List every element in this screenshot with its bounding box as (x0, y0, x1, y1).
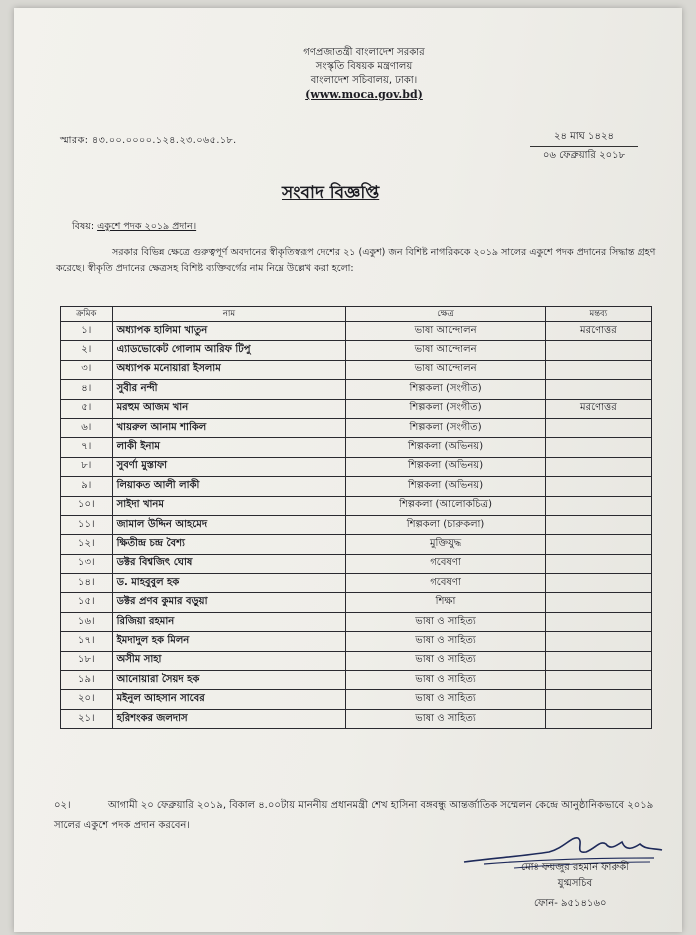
row-name: মইনুল আহসান সাবের (112, 690, 346, 709)
signatory-phone: ফোন- ৯৫১৪১৬০ (534, 898, 607, 909)
table-row (61, 457, 652, 476)
date-bangla: ২৪ মাঘ ১৪২৪ (554, 131, 614, 142)
row-remark (545, 632, 651, 651)
row-name: অসীম সাহা (112, 651, 346, 670)
row-field: ভাষা ও সাহিত্য (346, 671, 545, 690)
row-name: অধ্যাপক হালিমা খাতুন (112, 322, 346, 341)
row-remark (545, 477, 651, 496)
row-remark (545, 515, 651, 534)
announcement-paragraph: সরকার বিভিন্ন ক্ষেত্রে গুরুত্বপূর্ণ অবদানের স্বীকৃতিস্বরূপ দেশের ২১ (একুশ) জন বিশিষ্ট নাগরিককে ২০১৯ সালের একুশে পদক প্রদানের সিদ্ধান্ত গ্রহণ করেছে। স্বীকৃতি প্রদানের ক্ষেত্রসহ বিশিষ্ট ব্যক্তিবর্গের নাম নিম্নে উল্লেখ করা হলো: (56, 247, 656, 274)
row-field: শিল্পকলা (সংগীত) (346, 418, 545, 437)
table-row (61, 671, 652, 690)
table-row (61, 380, 652, 399)
row-field: মুক্তিযুদ্ধ (346, 535, 545, 554)
row-serial: ১০। (61, 496, 113, 515)
row-name: রিজিয়া রহমান (112, 612, 346, 631)
paragraph-number: ০২। (54, 800, 71, 811)
row-name: সুবীর নন্দী (112, 380, 346, 399)
row-remark: মরণোত্তর (545, 322, 651, 341)
row-serial: ৩। (61, 360, 113, 379)
row-serial: ১৫। (61, 593, 113, 612)
header-field: ক্ষেত্র (346, 307, 545, 322)
ceremony-text: আগামী ২০ ফেব্রুয়ারি ২০১৯, বিকাল ৪.০০টায় মাননীয় প্রধানমন্ত্রী শেখ হাসিনা বঙ্গবন্ধু আন্তর্জাতিক সম্মেলন কেন্দ্রে আনুষ্ঠানিকভাবে ২০১৯ সালের একুশে পদক প্রদান করবেন। (54, 800, 654, 831)
row-name: লিয়াকত আলী লাকী (112, 477, 346, 496)
subject-label: বিষয়: (72, 221, 95, 232)
row-name: সুবর্ণা মুস্তাফা (112, 457, 346, 476)
row-remark: মরণোত্তর (545, 399, 651, 418)
table-body (61, 322, 652, 729)
letterhead-secretariat: বাংলাদেশ সচিবালয়, ঢাকা। (310, 75, 418, 86)
row-serial: ৭। (61, 438, 113, 457)
row-remark (545, 341, 651, 360)
row-field: ভাষা ও সাহিত্য (346, 632, 545, 651)
row-field: শিল্পকলা (অভিনয়) (346, 438, 545, 457)
row-serial: ১। (61, 322, 113, 341)
table-row (61, 574, 652, 593)
subject-value: একুশে পদক ২০১৯ প্রদান। (97, 221, 197, 232)
row-field: ভাষা ও সাহিত্য (346, 651, 545, 670)
row-serial: ৫। (61, 399, 113, 418)
row-field: ভাষা আন্দোলন (346, 360, 545, 379)
table-row (61, 515, 652, 534)
row-name: ডক্টর বিশ্বজিৎ ঘোষ (112, 554, 346, 573)
row-serial: ১৯। (61, 671, 113, 690)
row-serial: ৯। (61, 477, 113, 496)
row-name: সাইদা খানম (112, 496, 346, 515)
row-field: শিল্পকলা (চারুকলা) (346, 515, 545, 534)
row-serial: ১১। (61, 515, 113, 534)
table-row (61, 612, 652, 631)
row-remark (545, 418, 651, 437)
row-name: মরহুম আজম খান (112, 399, 346, 418)
row-serial: ১৪। (61, 574, 113, 593)
row-field: শিল্পকলা (আলোকচিত্র) (346, 496, 545, 515)
row-serial: ১২। (61, 535, 113, 554)
row-remark (545, 709, 651, 728)
table-row (61, 341, 652, 360)
row-field: ভাষা ও সাহিত্য (346, 612, 545, 631)
row-serial: ২। (61, 341, 113, 360)
letterhead (264, 46, 464, 102)
row-serial: ৪। (61, 380, 113, 399)
row-field: গবেষণা (346, 554, 545, 573)
row-name: অধ্যাপক মনোয়ারা ইসলাম (112, 360, 346, 379)
row-remark (545, 438, 651, 457)
table-row (61, 535, 652, 554)
row-field: শিল্পকলা (সংগীত) (346, 380, 545, 399)
row-name: হরিশংকর জলদাস (112, 709, 346, 728)
row-name: খায়রুল আনাম শাকিল (112, 418, 346, 437)
row-field: শিক্ষা (346, 593, 545, 612)
row-field: ভাষা ও সাহিত্য (346, 709, 545, 728)
table-row (61, 360, 652, 379)
row-remark (545, 593, 651, 612)
document-page (14, 8, 682, 932)
row-field: ভাষা ও সাহিত্য (346, 690, 545, 709)
row-remark (545, 554, 651, 573)
table-row (61, 593, 652, 612)
row-field: ভাষা আন্দোলন (346, 341, 545, 360)
row-name: ডক্টর প্রণব কুমার বড়ুয়া (112, 593, 346, 612)
row-serial: ২০। (61, 690, 113, 709)
table-row (61, 399, 652, 418)
table-row (61, 438, 652, 457)
row-serial: ১৮। (61, 651, 113, 670)
row-serial: ১৩। (61, 554, 113, 573)
date-block (524, 128, 644, 165)
row-remark (545, 651, 651, 670)
header-serial: ক্রমিক (61, 307, 113, 322)
row-name: জামাল উদ্দিন আহমেদ (112, 515, 346, 534)
row-remark (545, 671, 651, 690)
row-serial: ২১। (61, 709, 113, 728)
row-remark (545, 612, 651, 631)
letterhead-website: (www.moca.gov.bd) (305, 88, 423, 101)
row-field: শিল্পকলা (অভিনয়) (346, 457, 545, 476)
table-row (61, 418, 652, 437)
row-field: গবেষণা (346, 574, 545, 593)
row-remark (545, 457, 651, 476)
signatory-block (470, 860, 680, 892)
row-name: আনোয়ারা সৈয়দ হক (112, 671, 346, 690)
table-row (61, 554, 652, 573)
row-remark (545, 496, 651, 515)
table-row (61, 709, 652, 728)
memo-reference: স্মারক: ৪৩.০০.০০০০.১২৪.২৩.০৬৫.১৮. (60, 135, 237, 146)
letterhead-ministry: সংস্কৃতি বিষয়ক মন্ত্রণালয় (315, 61, 413, 72)
signatory-designation: যুগ্মসচিব (557, 878, 593, 889)
row-serial: ১৬। (61, 612, 113, 631)
letterhead-government: গণপ্রজাতন্ত্রী বাংলাদেশ সরকার (303, 47, 425, 58)
row-name: এ্যাডভোকেট গোলাম আরিফ টিপু (112, 341, 346, 360)
row-field: ভাষা আন্দোলন (346, 322, 545, 341)
table-row (61, 477, 652, 496)
row-name: ইমদাদুল হক মিলন (112, 632, 346, 651)
row-remark (545, 380, 651, 399)
table-row (61, 651, 652, 670)
row-remark (545, 690, 651, 709)
table-row (61, 322, 652, 341)
row-name: ড. মাহবুবুল হক (112, 574, 346, 593)
subject-line (72, 220, 196, 235)
document-title: সংবাদ বিজ্ঞপ্তি (282, 183, 380, 203)
row-serial: ৮। (61, 457, 113, 476)
row-serial: ৬। (61, 418, 113, 437)
row-name: ক্ষিতীন্দ্র চন্দ্র বৈশ্য (112, 535, 346, 554)
header-name: নাম (112, 307, 346, 322)
row-remark (545, 360, 651, 379)
row-field: শিল্পকলা (অভিনয়) (346, 477, 545, 496)
row-remark (545, 574, 651, 593)
awardee-table (60, 306, 652, 729)
row-name: লাকী ইনাম (112, 438, 346, 457)
date-english: ০৬ ফেব্রুয়ারি ২০১৮ (542, 150, 626, 161)
row-field: শিল্পকলা (সংগীত) (346, 399, 545, 418)
table-row (61, 690, 652, 709)
table-header-row (61, 307, 652, 322)
header-remark: মন্তব্য (545, 307, 651, 322)
table-row (61, 632, 652, 651)
row-remark (545, 535, 651, 554)
table-row (61, 496, 652, 515)
signatory-name: মোঃ ফয়জুর রহমান ফারুকী (521, 862, 629, 873)
row-serial: ১৭। (61, 632, 113, 651)
